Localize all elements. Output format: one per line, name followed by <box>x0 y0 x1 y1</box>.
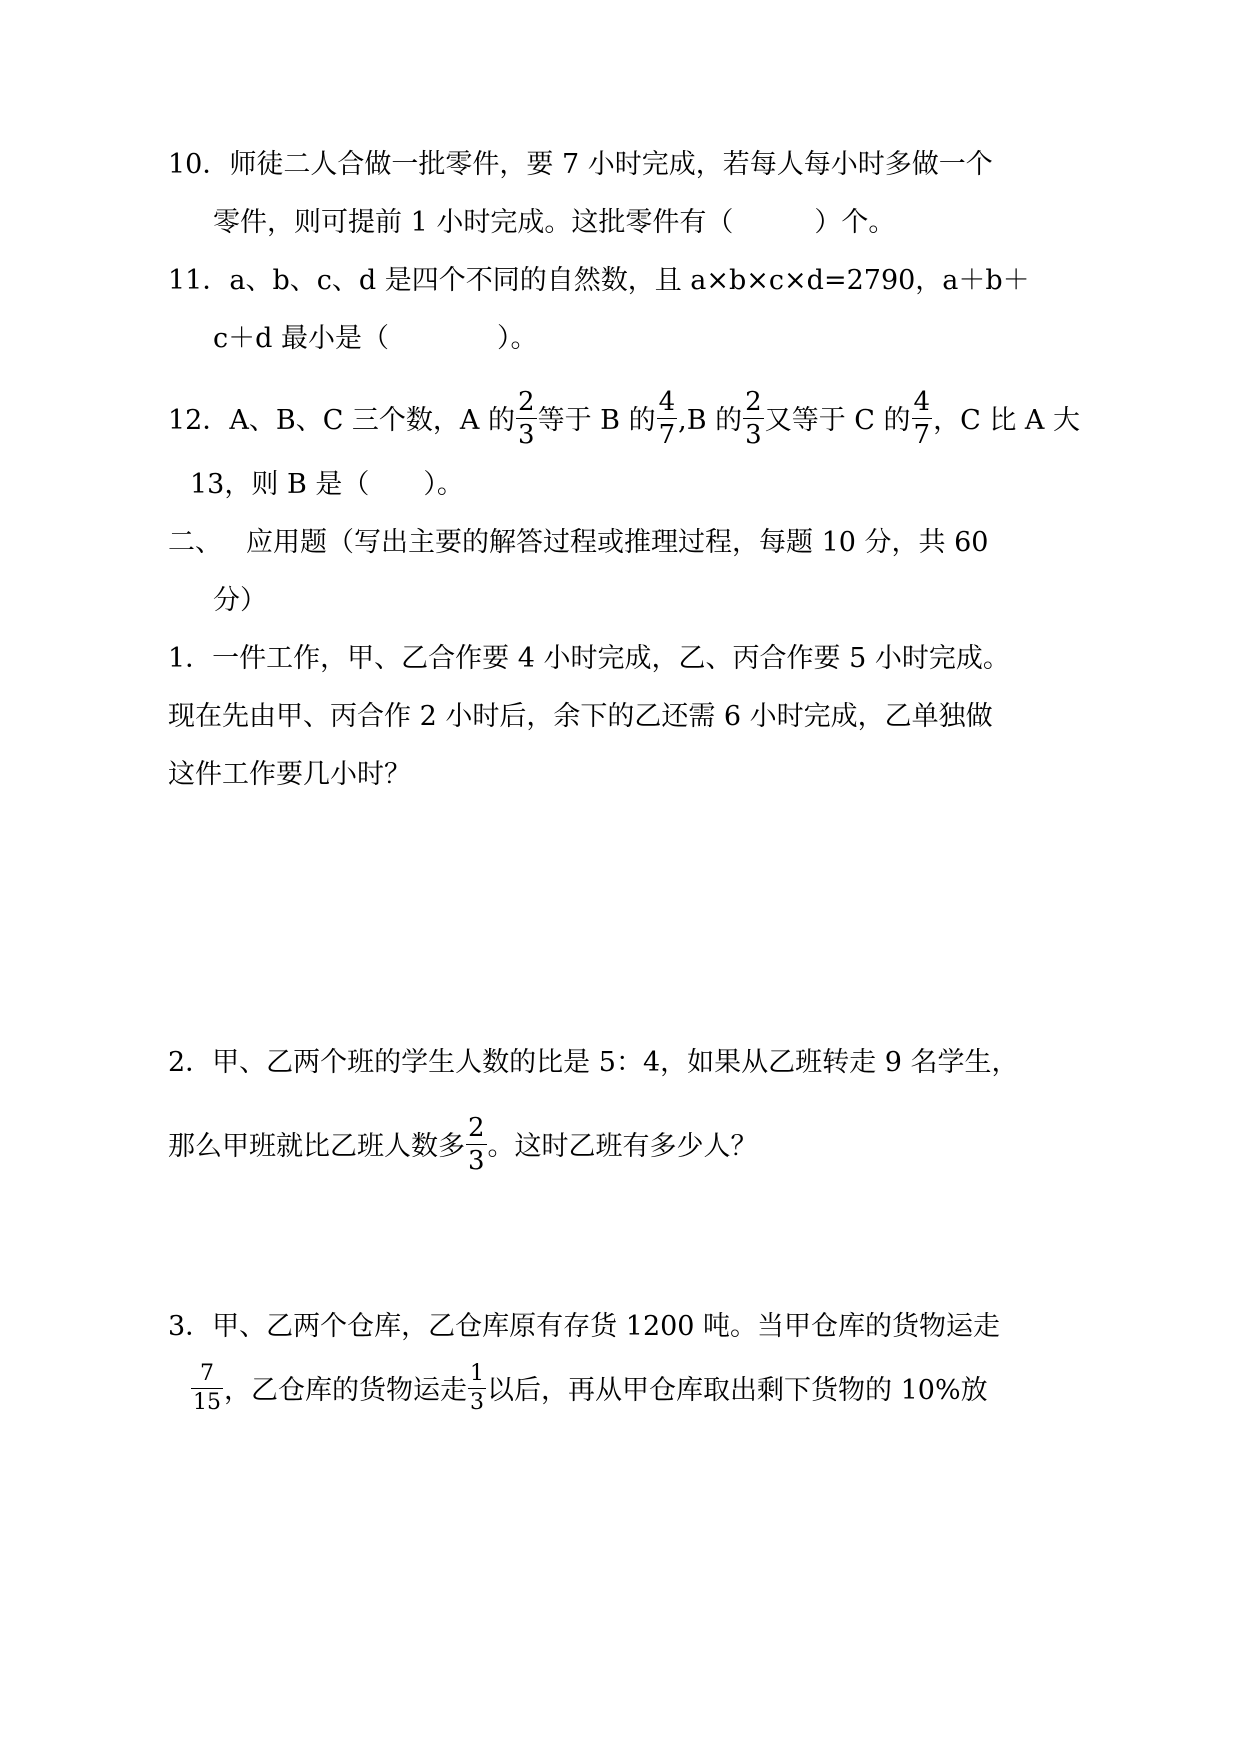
fraction-bar <box>191 1388 223 1389</box>
problem-1-line-3: 这件工作要几小时？ <box>168 759 411 790</box>
section-2-heading-line-1: 应用题（写出主要的解答过程或推理过程，每题 10 分，共 60 <box>246 527 989 558</box>
question-12-text-3: ,B 的 <box>678 405 743 436</box>
fraction-denominator: 15 <box>193 1390 221 1415</box>
fraction-numerator: 4 <box>913 387 931 417</box>
question-11-line-2: c＋d 最小是（ ）。 <box>213 323 538 354</box>
fraction <box>191 1363 223 1414</box>
problem-2-text-2: 。这时乙班有多少人？ <box>487 1131 758 1162</box>
question-11-line-1: 11．a、b、c、d 是四个不同的自然数，且 a×b×c×d=2790，a＋b＋ <box>168 265 1030 296</box>
question-10-line-2: 零件，则可提前 1 小时完成。这批零件有（ ）个。 <box>213 207 896 238</box>
fraction-numerator: 2 <box>468 1113 485 1143</box>
fraction-denominator: 3 <box>745 420 762 450</box>
fraction <box>466 1115 487 1174</box>
question-12-text-1: 12．A、B、C 三个数，A 的 <box>168 405 516 436</box>
fraction-denominator: 3 <box>468 1146 485 1176</box>
question-12-line-1 <box>168 387 1080 450</box>
fraction-bar <box>466 1144 487 1145</box>
fraction-denominator: 7 <box>658 420 676 450</box>
question-12-text-5: ，C 比 A 大 <box>933 405 1080 436</box>
fraction-bar <box>468 1388 486 1389</box>
problem-2-line-1: 2．甲、乙两个班的学生人数的比是 5：4，如果从乙班转走 9 名学生， <box>168 1047 1019 1078</box>
problem-2-line-2 <box>168 1113 758 1176</box>
fraction-bar <box>516 418 537 419</box>
fraction <box>516 389 537 448</box>
fraction-numerator: 4 <box>658 387 676 417</box>
problem-1-line-1: 1．一件工作，甲、乙合作要 4 小时完成，乙、丙合作要 5 小时完成。 <box>168 643 1010 674</box>
fraction-denominator: 3 <box>518 420 535 450</box>
fraction-bar <box>743 418 764 419</box>
problem-3-line-2 <box>190 1361 988 1415</box>
question-10-line-1: 10．师徒二人合做一批零件，要 7 小时完成，若每人每小时多做一个 <box>168 149 993 180</box>
fraction <box>657 389 678 448</box>
question-12-text-2: 等于 B 的 <box>537 405 656 436</box>
fraction <box>743 389 764 448</box>
fraction-bar <box>912 418 933 419</box>
problem-1-line-2: 现在先由甲、丙合作 2 小时后，余下的乙还需 6 小时完成，乙单独做 <box>168 701 993 732</box>
fraction-bar <box>657 418 678 419</box>
section-2-label: 二、 <box>168 527 222 558</box>
problem-2-text-1: 那么甲班就比乙班人数多 <box>168 1131 465 1162</box>
question-12-line-2: 13，则 B 是（ ）。 <box>190 469 464 500</box>
problem-3-text-1: ，乙仓库的货物运走 <box>224 1375 467 1406</box>
fraction-denominator: 7 <box>913 420 931 450</box>
fraction-numerator: 2 <box>745 387 762 417</box>
problem-3-text-2: 以后，再从甲仓库取出剩下货物的 10%放 <box>487 1375 988 1406</box>
question-12-text-4: 又等于 C 的 <box>764 405 911 436</box>
fraction <box>912 389 933 448</box>
fraction-numerator: 7 <box>200 1361 214 1386</box>
fraction-numerator: 1 <box>470 1361 484 1386</box>
section-2-heading-line-2: 分） <box>213 585 267 616</box>
fraction <box>468 1363 486 1414</box>
fraction-denominator: 3 <box>470 1390 484 1415</box>
fraction-numerator: 2 <box>518 387 535 417</box>
problem-3-line-1: 3．甲、乙两个仓库，乙仓库原有存货 1200 吨。当甲仓库的货物运走 <box>168 1311 1001 1342</box>
